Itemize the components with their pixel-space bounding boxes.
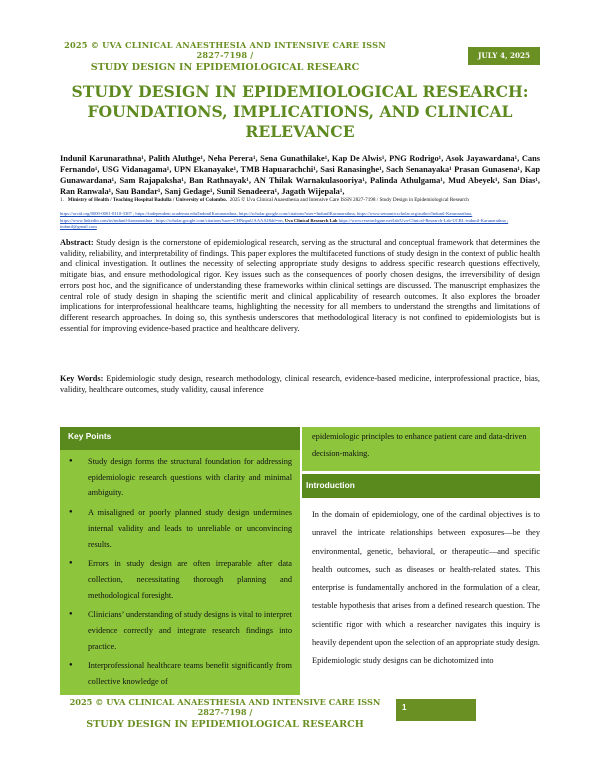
abstract-label: Abstract: — [60, 238, 94, 247]
affiliation-citation: 2025 © Uva Clinical Anaesthesia and Intensive Care ISSN 2827-7198 / Study Design in Epidemiological Research — [229, 197, 469, 203]
footer-journal-block — [60, 697, 390, 730]
author-link[interactable]: https://www.researchgate.net/lab/Uva-Clinical-Research-Lab-UCRL-indunil-Karunarathna ; indunil@gmail.com — [60, 217, 509, 229]
header-journal-block — [60, 40, 390, 73]
abstract — [60, 238, 540, 334]
introduction-text: In the domain of epidemiology, one of the cardinal objectives is to unravel the intricate relationships between exposures—be they environmental, genetic, behavioral, or therapeutic—and specific health outcomes, such as diseases or health-related states. This enterprise is fundamentally anchored in the formulation of a clear, testable hypothesis that arises from a defined research question. The scientific rigor with which a researcher navigates this inquiry is heavily dependent upon the selection of an appropriate study design. Epidemiologic study designs can be dichotomized into — [312, 510, 540, 666]
key-point-item: ● Study design forms the structural foundation for addressing epidemiologic research questions with clarity and minimal ambiguity. — [68, 454, 292, 501]
author-list: Indunil Karunarathna¹, Palith Aluthge¹, Neha Perera¹, Sena Gunathilake¹, Kap De Alwis¹, PNG Rodrigo¹, Asok Jayawardana¹, Cans Fernando¹, USG Vidanagama¹, UPN Ekanayake¹, TMB Hapuarachchi¹, Sasi Ranasinghe¹, Sach Senanayaka¹ Prasan Gunasena¹, Kap Gunawardana¹, Sam Rajapaksha¹, Ban Rathnayak¹, AN Thilak Warnakulasooriya¹, Palinda Athulgama¹, Mud Abeyek¹, San Dias¹, Ran Ranwala¹, Sau Bandar¹, Sanj Gedage¹, Sunil Senadeera¹, Jagath Wijepala¹, — [60, 154, 540, 196]
paper-title: STUDY DESIGN IN EPIDEMIOLOGICAL RESEARCH: FOUNDATIONS, IMPLICATIONS, AND CLINICAL RELEVANCE — [71, 82, 529, 141]
key-point-item: ● A misaligned or poorly planned study design undermines internal validity and leads to unreliable or unconvincing results. — [68, 505, 292, 552]
author-link[interactable]: https://www.linkedin.com/in/indunil-karunarathna ; https://scholar.google.com/citations?user=CHNnpuUAAAAJ&hl=en — [60, 217, 283, 223]
key-points-heading: Key Points — [60, 427, 300, 450]
key-points-box — [60, 427, 300, 695]
keywords-label: Key Words: — [60, 374, 104, 383]
lab-name: Uva Clinical Research Lab — [284, 217, 338, 223]
footer-journal-line: 2025 © UVA CLINICAL ANAESTHESIA AND INTENSIVE CARE ISSN 2827-7198 / — [69, 697, 381, 717]
author-link[interactable]: https://orcid.org/0000-0001-8110-3307 ; https://independent.academia.edu/IndunilKarunarathna — [60, 211, 237, 216]
abstract-text: Study design is the cornerstone of epidemiological research, serving as the structural and conceptual framework that determines the validity, reliability, and interpretability of findings. This paper explores the multifaceted functions of study design in the context of public health and clinical investigation. It outlines the necessity of selecting appropriate study designs to address specific research questions effectively, mitigate bias, and ensure methodological rigor. Key issues such as the consequences of poorly chosen designs, the irreversibility of design errors post hoc, and the significance of understanding these frameworks within clinical settings are discussed. The manuscript emphasizes the central role of study design in shaping the scientific merit and clinical applicability of research outcomes. It also explores the broader implications for interprofessional healthcare teams, highlighting the necessity for all members to understand the strengths and limitations of different research approaches. In doing so, this synthesis underscores that methodological literacy is not confined to epidemiologists but is essential for improving evidence-based practice and healthcare delivery. — [60, 238, 540, 333]
page-number: 1 — [396, 699, 476, 721]
footer-subtitle: STUDY DESIGN IN EPIDEMIOLOGICAL RESEARCH — [86, 719, 364, 730]
header-journal-line: 2025 © UVA CLINICAL ANAESTHESIA AND INTENSIVE CARE ISSN 2827-7198 / — [64, 40, 386, 60]
page-footer — [60, 697, 540, 730]
key-points-list — [60, 450, 300, 690]
introduction-heading: Introduction — [302, 474, 540, 498]
affiliation-number: 1. — [60, 197, 64, 203]
header-subtitle: STUDY DESIGN IN EPIDEMIOLOGICAL RESEARC — [90, 62, 360, 73]
author-link[interactable]: https://www.semanticscholar.org/author/Indunil-Karunarathna — [356, 211, 472, 216]
header-date-badge: JULY 4, 2025 — [468, 47, 540, 65]
page-header — [60, 40, 540, 73]
author-links: https://orcid.org/0000-0001-8110-3307 ; https://independent.academia.edu/IndunilKarunarathna, https://scholar.google.com/citations?user=IndunilKarunarathna, https://www.semanticscholar.org/author/Indunil-Karunarathna, https://www.linkedin.com/in/indunil-karunarathna ; https://scholar.google.com/citations?user=CHNnpuUAAAAJ&hl=en, Uva Clinical Research Lab https://www.researchgate.net/lab/Uva-Clinical-Research-Lab-UCRL-indunil-Karunarathna ; indunil@gmail.com — [60, 211, 509, 229]
key-point-item: ● Errors in study design are often irreparable after data collection, necessitating thorough planning and methodological foresight. — [68, 556, 292, 603]
keywords-text: Epidemiologic study design, research methodology, clinical research, evidence-based medicine, interprofessional practice, bias, validity, healthcare outcomes, study validity, causal inference — [60, 374, 540, 394]
key-point-item: ● Clinicians’ understanding of study designs is vital to interpret evidence correctly and integrate research findings into practice. — [68, 607, 292, 654]
author-link[interactable]: https://scholar.google.com/citations?user=IndunilKarunarathna — [238, 211, 355, 216]
key-points-continuation: epidemiologic principles to enhance patient care and data-driven decision-making. — [302, 427, 540, 471]
keywords — [60, 374, 540, 395]
key-point-item: ● Interprofessional healthcare teams benefit significantly from collective knowledge of — [68, 658, 292, 689]
affiliation — [60, 197, 540, 204]
affiliation-org: Ministry of Health / Teaching Hospital Badulla / University of Colombo. — [67, 197, 228, 203]
